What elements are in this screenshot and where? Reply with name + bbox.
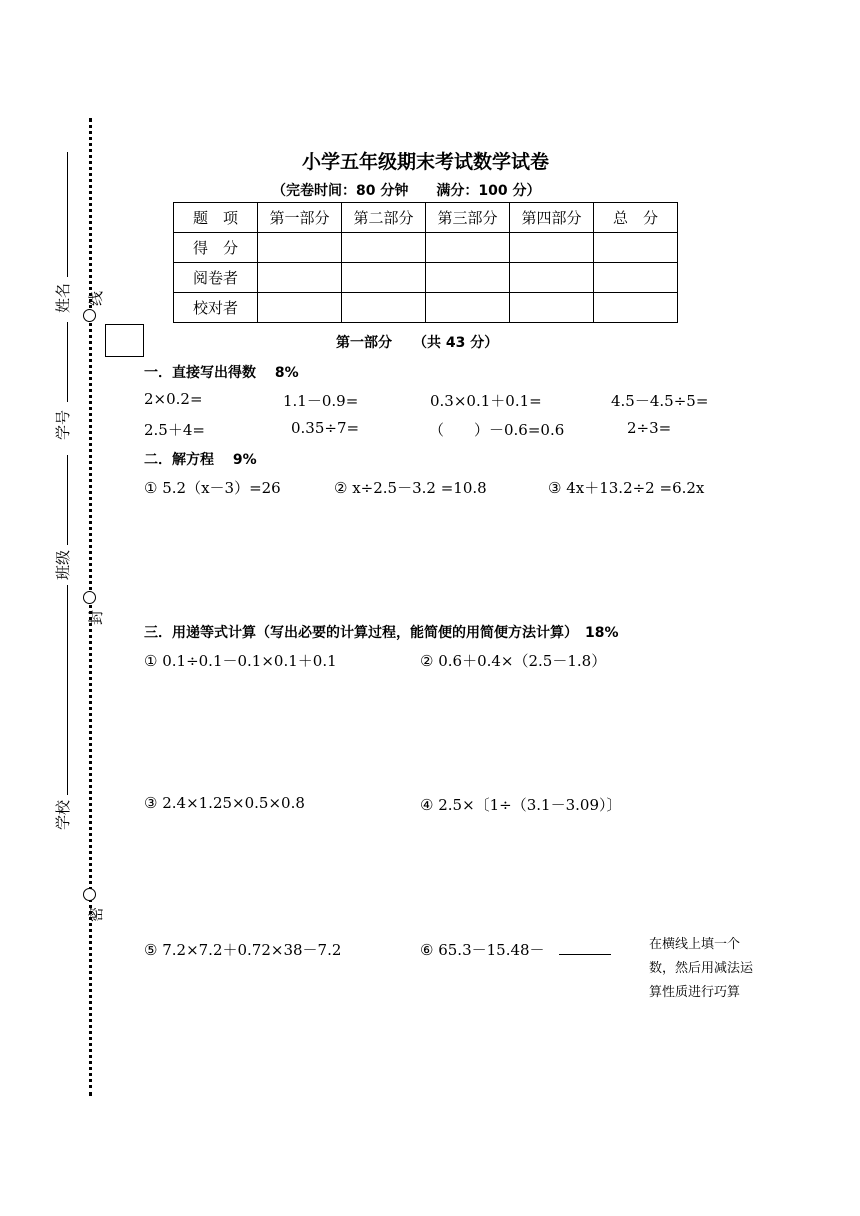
score-cell[interactable] xyxy=(510,263,594,293)
score-table-header: 题 项 xyxy=(174,203,258,233)
equation-item: ② x÷2.5－3.2 =10.8 xyxy=(334,479,487,497)
score-cell[interactable] xyxy=(510,293,594,323)
score-row-label: 阅卷者 xyxy=(174,263,258,293)
part-score-box[interactable] xyxy=(105,324,144,357)
calc-item: （ ）－0.6=0.6 xyxy=(429,421,565,439)
class-field-line[interactable] xyxy=(67,455,68,545)
calc-item: 0.35÷7= xyxy=(291,419,360,437)
score-cell[interactable] xyxy=(258,263,342,293)
section2-heading: 二．解方程 9% xyxy=(144,452,257,468)
score-cell[interactable] xyxy=(594,233,678,263)
computation-item: ① 0.1÷0.1－0.1×0.1＋0.1 xyxy=(144,652,337,670)
seal-label-secret: 密 xyxy=(87,906,105,922)
score-cell[interactable] xyxy=(426,293,510,323)
score-table-row xyxy=(174,263,678,293)
school-field-line[interactable] xyxy=(67,585,68,795)
hint-note-line: 数，然后用减法运 xyxy=(649,961,754,976)
score-cell[interactable] xyxy=(342,293,426,323)
score-row-label: 得 分 xyxy=(174,233,258,263)
score-cell[interactable] xyxy=(594,293,678,323)
computation-item: ⑤ 7.2×7.2＋0.72×38－7.2 xyxy=(144,941,342,959)
name-label: 姓名 xyxy=(54,282,72,313)
school-label: 学校 xyxy=(54,799,72,830)
score-cell[interactable] xyxy=(510,233,594,263)
score-table-header-row xyxy=(174,203,678,233)
id-label: 学号 xyxy=(54,409,72,440)
score-table-header: 第四部分 xyxy=(510,203,594,233)
computation-item: ③ 2.4×1.25×0.5×0.8 xyxy=(144,794,305,812)
score-row-label: 校对者 xyxy=(174,293,258,323)
class-label: 班级 xyxy=(54,549,72,580)
section3-heading: 三．用递等式计算（写出必要的计算过程，能简便的用简便方法计算） 18% xyxy=(144,625,619,641)
id-field-line[interactable] xyxy=(67,322,68,402)
fill-blank-line[interactable] xyxy=(559,954,611,955)
score-cell[interactable] xyxy=(342,263,426,293)
score-cell[interactable] xyxy=(258,233,342,263)
calc-item: 2.5＋4= xyxy=(144,421,205,439)
seal-circle-line xyxy=(83,309,96,322)
equation-item: ③ 4x＋13.2÷2 =6.2x xyxy=(548,479,705,497)
score-table-header: 第二部分 xyxy=(342,203,426,233)
calc-item: 4.5－4.5÷5= xyxy=(611,392,709,410)
seal-label-line: 线 xyxy=(87,290,105,306)
computation-item: ② 0.6＋0.4×（2.5－1.8） xyxy=(420,652,607,670)
score-table-row xyxy=(174,233,678,263)
page-subtitle: （完卷时间：80 分钟 满分：100 分） xyxy=(272,183,541,199)
seal-label-seal: 封 xyxy=(87,609,105,625)
score-table-header: 第三部分 xyxy=(426,203,510,233)
hint-note-line: 在横线上填一个 xyxy=(649,937,741,952)
calc-item: 2÷3= xyxy=(627,419,672,437)
name-field-line[interactable] xyxy=(67,152,68,277)
score-cell[interactable] xyxy=(342,233,426,263)
page-title: 小学五年级期末考试数学试卷 xyxy=(302,151,550,173)
score-cell[interactable] xyxy=(426,263,510,293)
calc-item: 1.1－0.9= xyxy=(283,392,359,410)
score-table-row xyxy=(174,293,678,323)
section1-heading: 一．直接写出得数 8% xyxy=(144,365,299,381)
score-table-header: 第一部分 xyxy=(258,203,342,233)
seal-circle-seal xyxy=(83,591,96,604)
calc-item: 2×0.2= xyxy=(144,390,203,408)
equation-item: ① 5.2（x－3）=26 xyxy=(144,479,281,497)
score-cell[interactable] xyxy=(258,293,342,323)
hint-note-line: 算性质进行巧算 xyxy=(649,985,741,1000)
computation-item: ⑥ 65.3－15.48－ xyxy=(420,941,545,959)
seal-circle-secret xyxy=(83,888,96,901)
computation-item: ④ 2.5×〔1÷（3.1－3.09）〕 xyxy=(420,796,622,814)
score-table-header: 总 分 xyxy=(594,203,678,233)
score-cell[interactable] xyxy=(426,233,510,263)
binding-dotted-line xyxy=(89,118,92,1096)
score-cell[interactable] xyxy=(594,263,678,293)
part-one-heading: 第一部分 （共 43 分） xyxy=(336,335,499,351)
calc-item: 0.3×0.1＋0.1= xyxy=(430,392,542,410)
score-table xyxy=(173,202,678,323)
